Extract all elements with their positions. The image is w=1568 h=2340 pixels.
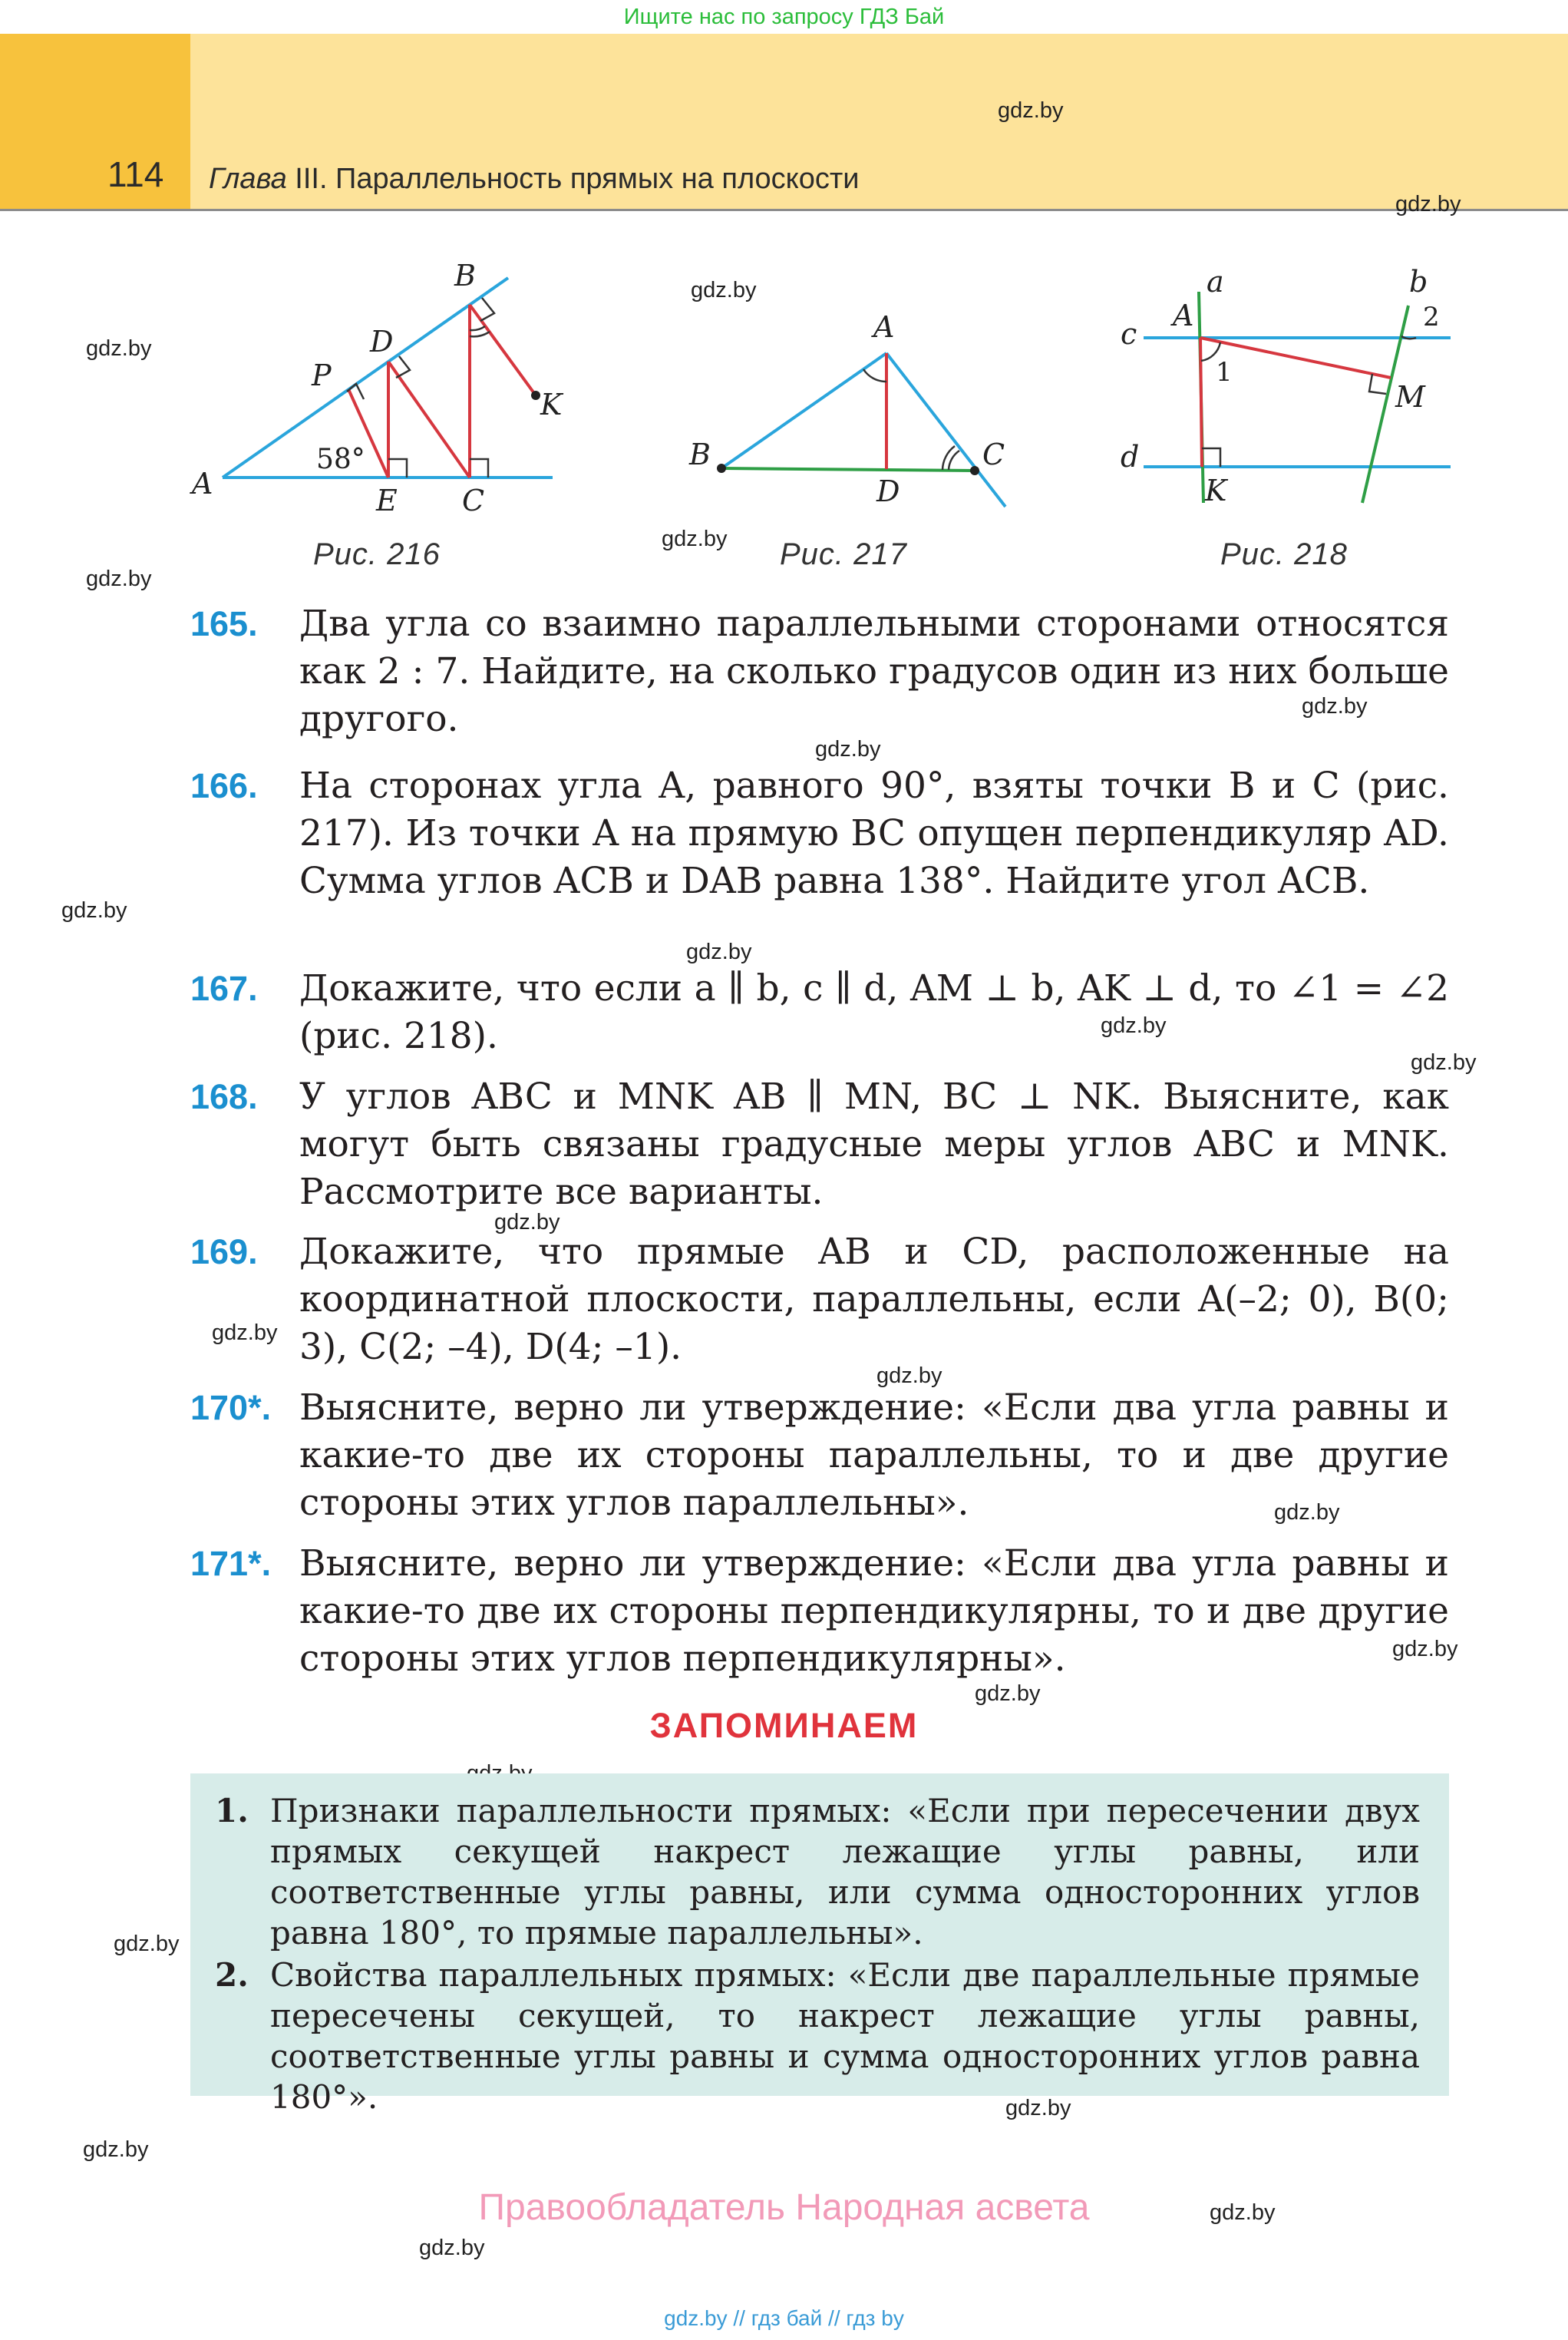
watermark: gdz.by xyxy=(1411,1050,1477,1075)
problem-number: 166. xyxy=(190,766,258,805)
watermark: gdz.by xyxy=(86,567,152,591)
fig218-label-a-line: a xyxy=(1207,265,1224,299)
fig216-angle-label: 58° xyxy=(316,444,365,475)
chapter-name: III. Параллельность прямых на плоскости xyxy=(295,163,860,195)
remember-heading: ЗАПОМИНАЕМ xyxy=(649,1706,919,1745)
top-banner[interactable]: Ищите нас по запросу ГДЗ Бай xyxy=(623,5,945,29)
problem-168 xyxy=(190,1073,1449,1216)
fig217-label-a: A xyxy=(873,310,895,344)
fig218-label-k: K xyxy=(1205,474,1227,507)
fig217-segment-bc xyxy=(721,468,975,471)
watermark: gdz.by xyxy=(494,1210,560,1234)
figure-216 xyxy=(169,261,599,522)
fig217-caption: Рис. 217 xyxy=(780,537,907,571)
watermark: gdz.by xyxy=(212,1320,278,1345)
fig216-point-k xyxy=(531,391,540,400)
fig216-label-a: A xyxy=(192,467,213,501)
watermark: gdz.by xyxy=(1101,1013,1167,1038)
fig217-line-ac xyxy=(886,353,1005,507)
chapter-title xyxy=(209,163,860,196)
fig216-segment-dc xyxy=(388,362,470,478)
problem-165 xyxy=(190,600,1449,743)
fig218-label-m: M xyxy=(1395,380,1425,414)
watermark: gdz.by xyxy=(1392,1637,1458,1661)
remember-item-text: Свойства параллельных прямых: «Если две параллельные прямые пересечены секущей, то накрест лежащие углы равны, соответственные углы равны и сумма односторонних углов равна 180°». xyxy=(270,1956,1420,2116)
watermark: gdz.by xyxy=(691,278,757,302)
fig216-line-ab xyxy=(223,278,508,478)
page-number: 114 xyxy=(107,154,164,194)
watermark: gdz.by xyxy=(419,2236,485,2260)
fig218-label-c-line: c xyxy=(1121,317,1137,351)
problem-text: Выясните, верно ли утверждение: «Если два угла равны и какие-то две их стороны параллельны, то и две другие стороны этих углов параллельны». xyxy=(299,1386,1449,1524)
problem-text: Два угла со взаимно параллельными сторонами относятся как 2 : 7. Найдите, на сколько градусов один из них больше другого. xyxy=(299,603,1449,740)
problem-number: 169. xyxy=(190,1232,258,1271)
fig216-label-b: B xyxy=(454,261,476,292)
fig218-segment-ak xyxy=(1200,338,1202,467)
problem-169 xyxy=(190,1228,1449,1371)
fig216-right-angle-b xyxy=(480,298,494,321)
watermark: gdz.by xyxy=(83,2137,149,2162)
chapter-word: Глава xyxy=(209,163,287,195)
fig217-point-b xyxy=(717,464,726,473)
watermark: gdz.by xyxy=(1005,2096,1071,2120)
problem-text: На сторонах угла A, равного 90°, взяты точки B и C (рис. 217). Из точки A на прямую BC опущен перпендикуляр AD. Сумма углов ACB и DAB равна 138°. Найдите угол ACB. xyxy=(299,765,1449,902)
fig217-label-c: C xyxy=(982,438,1005,471)
fig218-right-angle-k xyxy=(1202,448,1220,467)
watermark: gdz.by xyxy=(975,1681,1041,1706)
problem-text: Докажите, что прямые AB и CD, расположенные на координатной плоскости, параллельны, если A(–2; 0), B(0; 3), C(2; –4), D(4; –1). xyxy=(299,1231,1449,1368)
problem-number: 168. xyxy=(190,1077,258,1116)
fig216-segment-bk xyxy=(470,305,536,395)
fig218-label-d-line: d xyxy=(1121,440,1140,474)
watermark: gdz.by xyxy=(1302,694,1368,719)
fig217-arc-a xyxy=(863,369,886,382)
footer-links[interactable]: gdz.by // гдз бай // гдз by xyxy=(664,2306,904,2330)
watermark: gdz.by xyxy=(998,98,1064,123)
problem-text: Докажите, что если a ∥ b, c ∥ d, AM ⊥ b, AK ⊥ d, то ∠1 = ∠2 (рис. 218). xyxy=(299,967,1449,1057)
watermark: gdz.by xyxy=(61,898,127,923)
watermark: gdz.by xyxy=(1210,2200,1276,2225)
figure-217 xyxy=(668,303,1021,526)
watermark: gdz.by xyxy=(1395,192,1461,216)
fig216-arc-b2 xyxy=(470,332,490,336)
fig216-label-k: K xyxy=(540,388,563,421)
watermark: gdz.by xyxy=(662,527,728,551)
problem-number: 167. xyxy=(190,969,258,1008)
fig216-right-angle-e xyxy=(388,459,407,478)
fig217-arc-c2 xyxy=(949,451,959,470)
remember-item-number: 2. xyxy=(215,1956,249,1994)
copyright-notice: Правообладатель Народная асвета xyxy=(478,2187,1090,2228)
fig217-label-d: D xyxy=(876,474,900,508)
fig216-label-p: P xyxy=(312,359,332,392)
remember-item-2 xyxy=(215,1955,1420,2117)
remember-item-number: 1. xyxy=(215,1792,249,1829)
fig216-right-angle-c xyxy=(470,459,488,478)
figure-218 xyxy=(1105,261,1458,522)
problem-166 xyxy=(190,762,1449,905)
problem-167 xyxy=(190,965,1449,1060)
fig216-label-e: E xyxy=(376,484,398,517)
fig218-label-angle-1: 1 xyxy=(1216,357,1233,388)
fig216-arc-b xyxy=(470,326,485,330)
remember-item-1 xyxy=(215,1790,1420,1953)
problem-text: У углов ABC и MNK AB ∥ MN, BC ⊥ NK. Выясните, как могут быть связаны градусные меры углов ABC и MNK. Рассмотрите все варианты. xyxy=(299,1076,1449,1213)
problem-number: 170*. xyxy=(190,1388,272,1427)
fig217-line-ab xyxy=(721,353,886,468)
fig216-label-d: D xyxy=(370,325,394,359)
fig216-caption: Рис. 216 xyxy=(313,537,441,571)
problem-number: 165. xyxy=(190,604,258,643)
watermark: gdz.by xyxy=(1274,1500,1340,1525)
fig217-point-c xyxy=(970,466,979,475)
watermark: gdz.by xyxy=(86,336,152,361)
fig218-label-a-point: A xyxy=(1173,299,1194,332)
problem-171 xyxy=(190,1540,1449,1683)
watermark: gdz.by xyxy=(815,737,881,762)
fig218-label-angle-2: 2 xyxy=(1423,302,1440,332)
problem-170 xyxy=(190,1384,1449,1527)
header-rule xyxy=(0,209,1568,211)
fig218-label-b-line: b xyxy=(1409,265,1428,299)
fig216-label-c: C xyxy=(462,484,485,517)
fig217-label-b: B xyxy=(689,438,711,471)
fig218-caption: Рис. 218 xyxy=(1220,537,1348,571)
watermark: gdz.by xyxy=(686,940,752,964)
watermark: gdz.by xyxy=(114,1932,180,1956)
remember-item-text: Признаки параллельности прямых: «Если при пересечении двух прямых секущей накрест лежащие углы равны, или соответственные углы равны, или сумма односторонних углов равна 180°, то прямые параллельны». xyxy=(270,1792,1420,1952)
problem-text: Выясните, верно ли утверждение: «Если два угла равны и какие-то две их стороны перпендикулярны, то и две другие стороны этих углов перпендикулярны». xyxy=(299,1542,1449,1680)
watermark: gdz.by xyxy=(876,1363,942,1388)
problem-number: 171*. xyxy=(190,1544,272,1583)
